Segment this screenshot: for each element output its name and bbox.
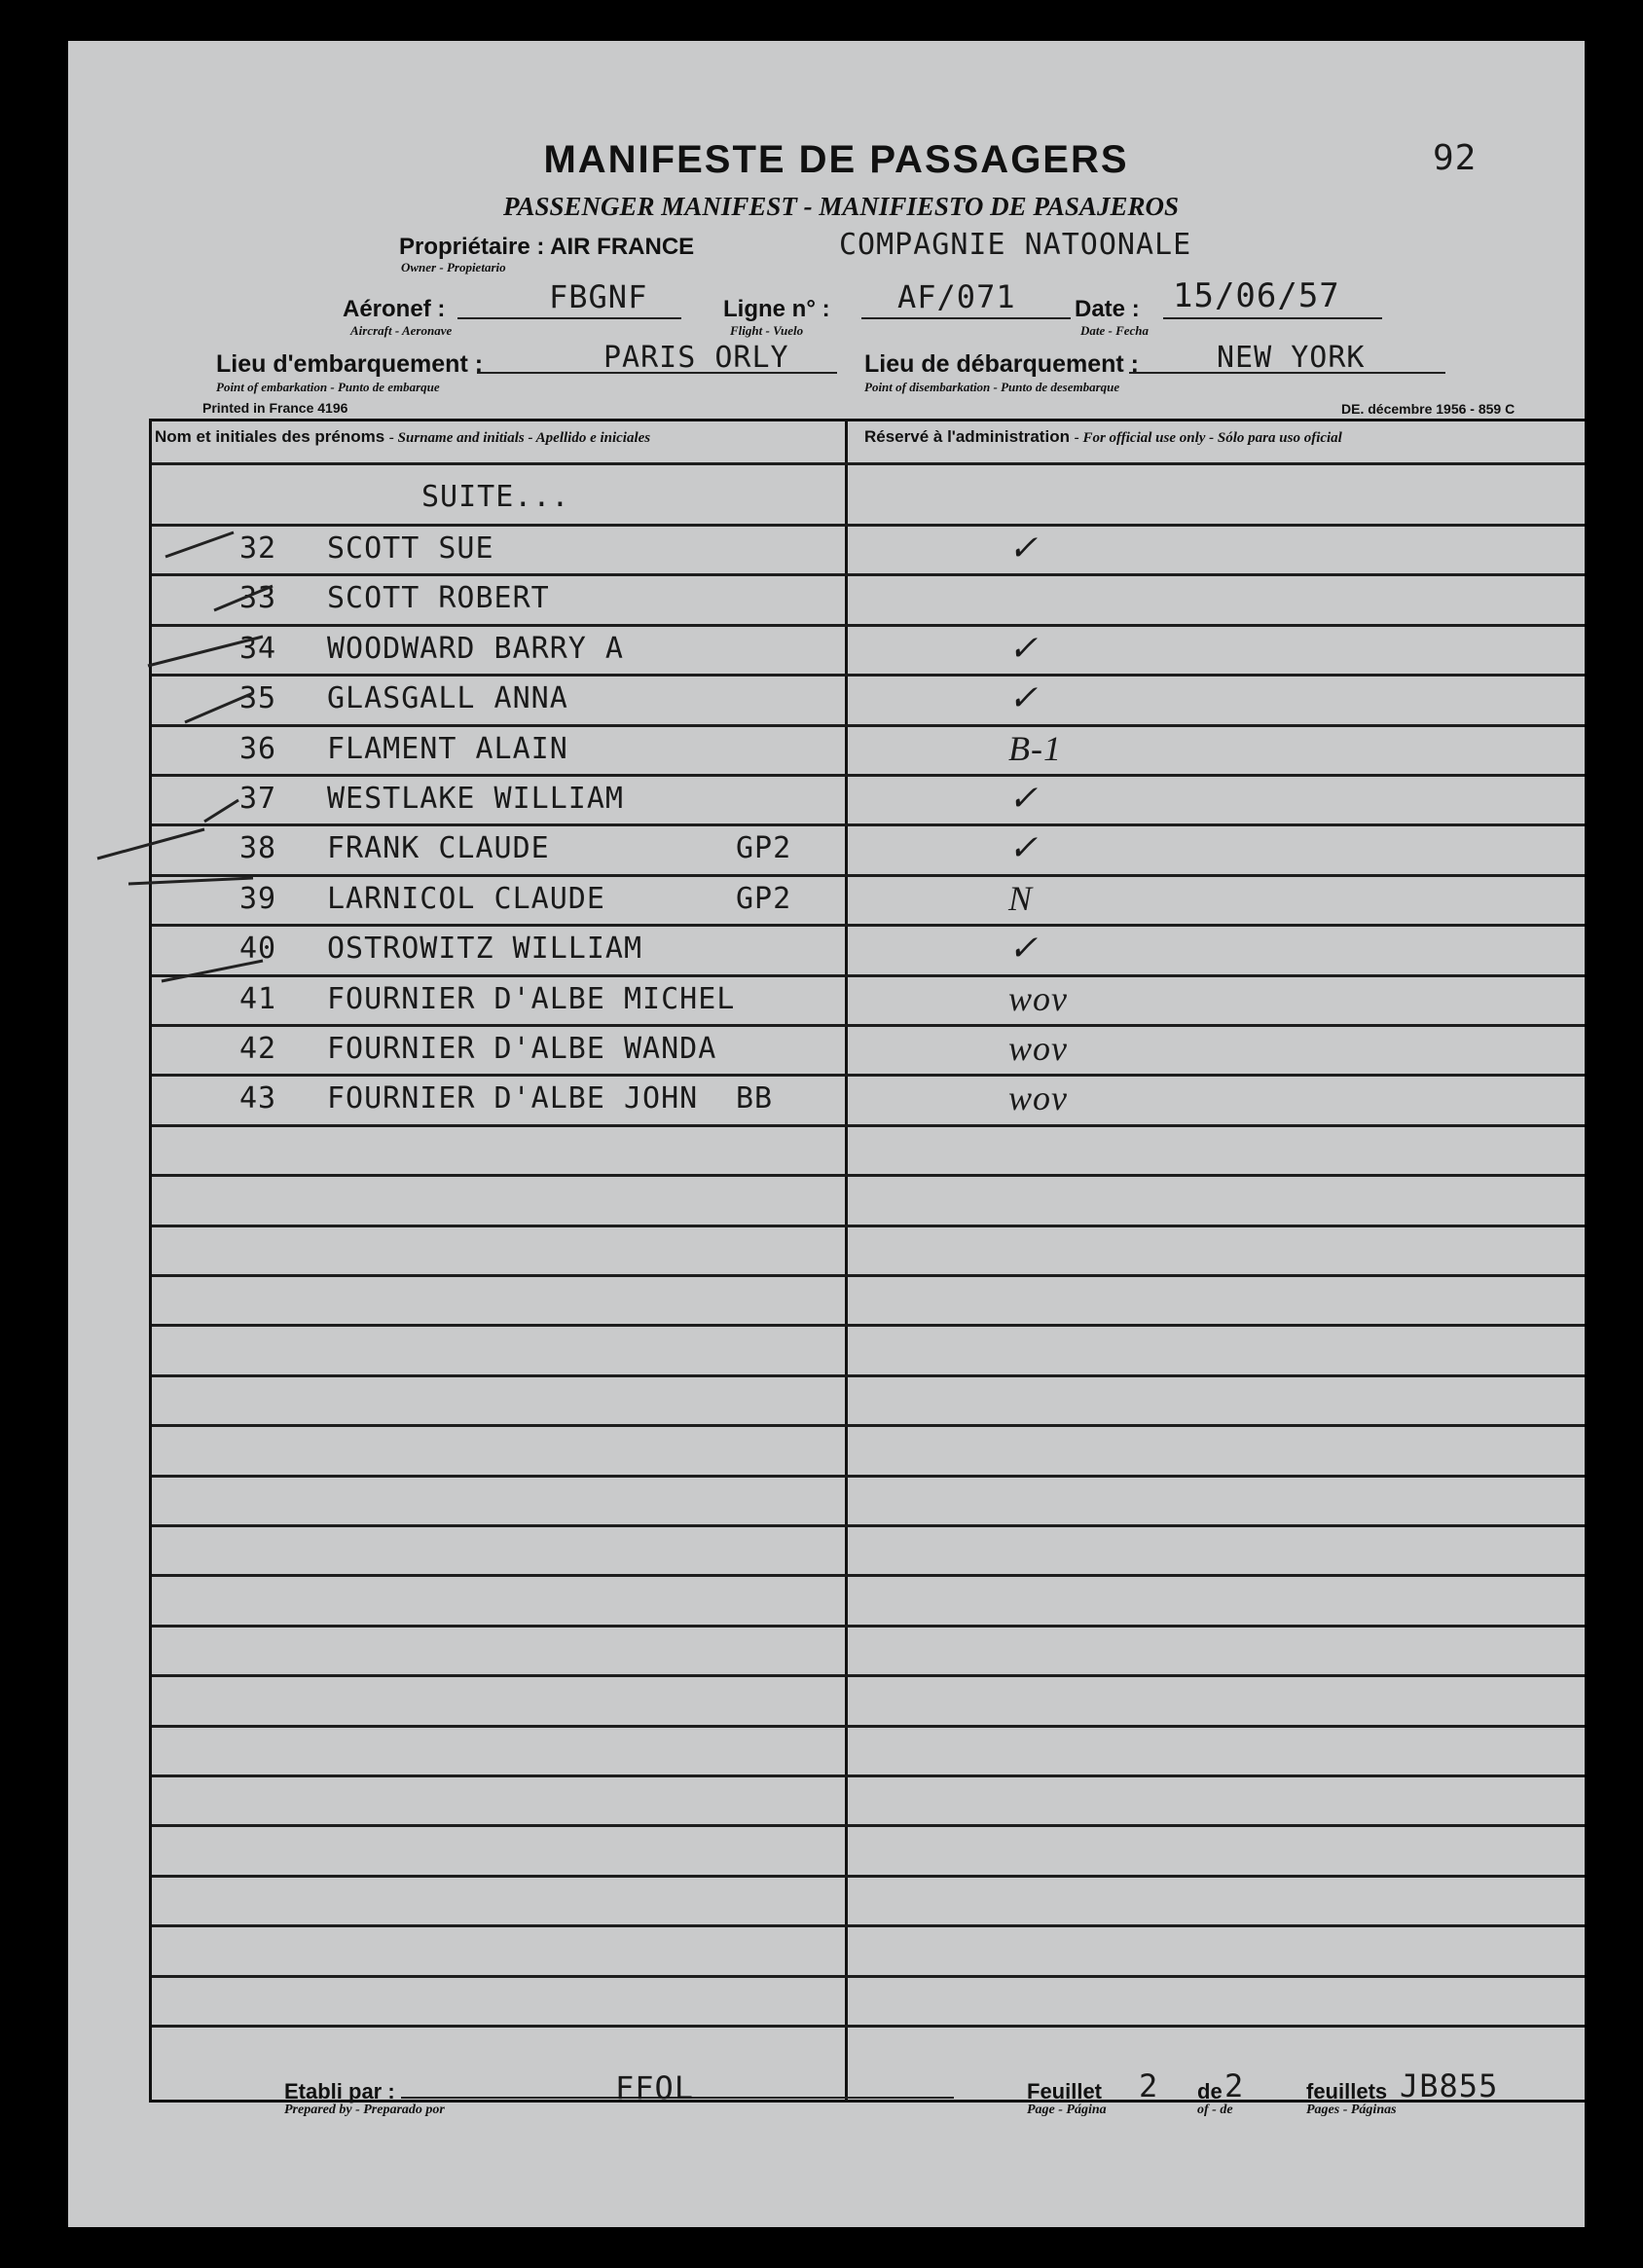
row-rule — [152, 2025, 1585, 2028]
passenger-name: FOURNIER D'ALBE WANDA — [327, 1032, 717, 1066]
passenger-note: BB — [736, 1081, 774, 1116]
table-row — [152, 1029, 1585, 1071]
sheets-sublabel: Pages - Páginas — [1306, 2103, 1397, 2117]
admin-mark: wov — [1008, 1079, 1068, 1118]
passenger-note: GP2 — [736, 831, 792, 866]
flight-value: AF/071 — [897, 278, 1016, 315]
aircraft-label: Aéronef : — [343, 296, 446, 322]
passenger-number: 43 — [239, 1081, 277, 1116]
name-column-header — [155, 427, 650, 447]
owner-sublabel: Owner - Propietario — [401, 260, 506, 274]
header-rule — [152, 462, 1585, 465]
table-row — [152, 828, 1585, 870]
row-rule — [152, 1875, 1585, 1878]
aircraft-value: FBGNF — [549, 278, 648, 315]
continued-label: SUITE... — [421, 480, 570, 514]
row-rule — [152, 874, 1585, 877]
passenger-number: 32 — [239, 531, 277, 566]
flight-label: Ligne n° : — [723, 296, 830, 322]
prepared-sublabel: Prepared by - Preparado por — [284, 2103, 445, 2117]
date-label: Date : — [1075, 296, 1140, 322]
page-number: 92 — [1433, 138, 1478, 178]
table-row — [152, 929, 1585, 970]
passenger-number: 33 — [239, 581, 277, 616]
row-rule — [152, 624, 1585, 627]
name-header-main: Nom et initiales des prénoms — [155, 427, 385, 446]
passenger-number: 34 — [239, 631, 277, 666]
passenger-name: FOURNIER D'ALBE JOHN — [327, 1081, 699, 1116]
passenger-name: LARNICOL CLAUDE — [327, 881, 605, 916]
row-rule — [152, 1524, 1585, 1527]
disembarkation-sublabel: Point of disembarkation - Punto de desembarque — [864, 380, 1120, 394]
passenger-number: 37 — [239, 782, 277, 816]
embarkation-sublabel: Point of embarkation - Punto de embarque — [216, 380, 440, 394]
table-row — [152, 878, 1585, 921]
row-rule — [152, 724, 1585, 727]
admin-column-header — [864, 427, 1342, 447]
flight-underline — [861, 317, 1071, 319]
row-rule — [152, 1475, 1585, 1478]
passenger-name: SCOTT ROBERT — [327, 581, 550, 616]
sheet-label: Feuillet — [1027, 2079, 1103, 2103]
passenger-number: 41 — [239, 981, 277, 1016]
passenger-name: FLAMENT ALAIN — [327, 731, 568, 766]
passenger-number: 36 — [239, 731, 277, 766]
row-rule — [152, 1374, 1585, 1377]
table-row — [152, 779, 1585, 821]
row-rule — [152, 823, 1585, 826]
row-rule — [152, 774, 1585, 777]
passenger-note: GP2 — [736, 881, 792, 916]
sheet-value: 2 — [1139, 2067, 1159, 2104]
admin-mark: wov — [1008, 978, 1068, 1018]
page-subtitle: PASSENGER MANIFEST - MANIFIESTO DE PASAJEROS — [503, 192, 1179, 221]
date-sublabel: Date - Fecha — [1080, 323, 1150, 338]
row-rule — [152, 924, 1585, 927]
date-value: 15/06/57 — [1173, 276, 1340, 315]
table-row — [152, 1081, 1585, 1120]
table-row — [152, 628, 1585, 671]
embarkation-value: PARIS ORLY — [603, 341, 789, 375]
passenger-name: OSTROWITZ WILLIAM — [327, 932, 643, 967]
row-rule — [152, 1274, 1585, 1277]
of-value: 2 — [1224, 2067, 1245, 2104]
owner-value: COMPAGNIE NATOONALE — [839, 228, 1192, 262]
aircraft-underline — [457, 317, 681, 319]
admin-mark: ✓ — [1008, 828, 1040, 868]
passenger-number: 38 — [239, 831, 277, 866]
table-row — [152, 678, 1585, 720]
row-rule — [152, 1174, 1585, 1177]
admin-mark: ✓ — [1008, 529, 1040, 567]
name-header-sub: - Surname and initials - Apellido e iniciales — [388, 430, 651, 446]
admin-mark: ✓ — [1008, 678, 1040, 718]
table-row — [152, 531, 1585, 570]
passenger-name: WESTLAKE WILLIAM — [327, 782, 624, 816]
manifest-sheet — [68, 41, 1585, 2227]
embarkation-label: Lieu d'embarquement : — [216, 350, 484, 378]
admin-header-sub: - For official use only - Sólo para uso oficial — [1074, 430, 1342, 446]
passenger-number: 42 — [239, 1032, 277, 1066]
disembarkation-label: Lieu de débarquement : — [864, 350, 1139, 378]
table-row — [152, 728, 1585, 771]
passenger-number: 35 — [239, 681, 277, 716]
admin-mark: ✓ — [1008, 929, 1040, 969]
printed-note: Printed in France 4196 — [202, 400, 348, 416]
passenger-number: 39 — [239, 881, 277, 916]
row-rule — [152, 1324, 1585, 1327]
prepared-value: FFOL — [615, 2069, 695, 2106]
passenger-name: FOURNIER D'ALBE MICHEL — [327, 981, 736, 1016]
row-rule — [152, 1625, 1585, 1628]
prepared-label: Etabli par : — [284, 2079, 395, 2103]
row-rule — [152, 674, 1585, 677]
passenger-name: FRANK CLAUDE — [327, 831, 550, 866]
passenger-name: WOODWARD BARRY A — [327, 631, 624, 666]
row-rule — [152, 1725, 1585, 1728]
admin-mark: ✓ — [1008, 628, 1040, 668]
passenger-name: GLASGALL ANNA — [327, 681, 568, 716]
table-row — [152, 581, 1585, 620]
of-label: de — [1197, 2079, 1223, 2103]
row-rule — [152, 524, 1585, 527]
admin-mark: wov — [1008, 1029, 1068, 1068]
row-rule — [152, 1574, 1585, 1577]
sheets-value: JB855 — [1400, 2067, 1499, 2104]
passenger-number: 40 — [239, 932, 277, 967]
owner-label: Propriétaire : AIR FRANCE — [399, 234, 695, 260]
page-title: MANIFESTE DE PASSAGERS — [543, 138, 1129, 181]
row-rule — [152, 1124, 1585, 1127]
passenger-table — [149, 419, 1585, 2103]
row-rule — [152, 1074, 1585, 1077]
row-rule — [152, 1774, 1585, 1777]
row-rule — [152, 1924, 1585, 1927]
admin-mark: N — [1008, 878, 1034, 918]
admin-mark: B-1 — [1008, 728, 1062, 768]
sheet-sublabel: Page - Página — [1027, 2103, 1107, 2117]
admin-header-main: Réservé à l'administration — [864, 427, 1070, 446]
of-sublabel: of - de — [1197, 2103, 1233, 2117]
row-rule — [152, 1824, 1585, 1827]
row-rule — [152, 1024, 1585, 1027]
sheets-label: feuillets — [1306, 2079, 1388, 2103]
row-rule — [152, 1975, 1585, 1978]
date-underline — [1163, 317, 1382, 319]
form-code: DE. décembre 1956 - 859 C — [1341, 401, 1515, 417]
table-row — [152, 978, 1585, 1021]
row-rule — [152, 1674, 1585, 1677]
passenger-name: SCOTT SUE — [327, 531, 494, 566]
row-rule — [152, 573, 1585, 576]
row-rule — [152, 1225, 1585, 1227]
row-rule — [152, 1424, 1585, 1427]
flight-sublabel: Flight - Vuelo — [730, 323, 804, 338]
disembarkation-value: NEW YORK — [1217, 341, 1366, 375]
row-rule — [152, 974, 1585, 977]
aircraft-sublabel: Aircraft - Aeronave — [350, 323, 453, 338]
admin-mark: ✓ — [1008, 779, 1040, 818]
